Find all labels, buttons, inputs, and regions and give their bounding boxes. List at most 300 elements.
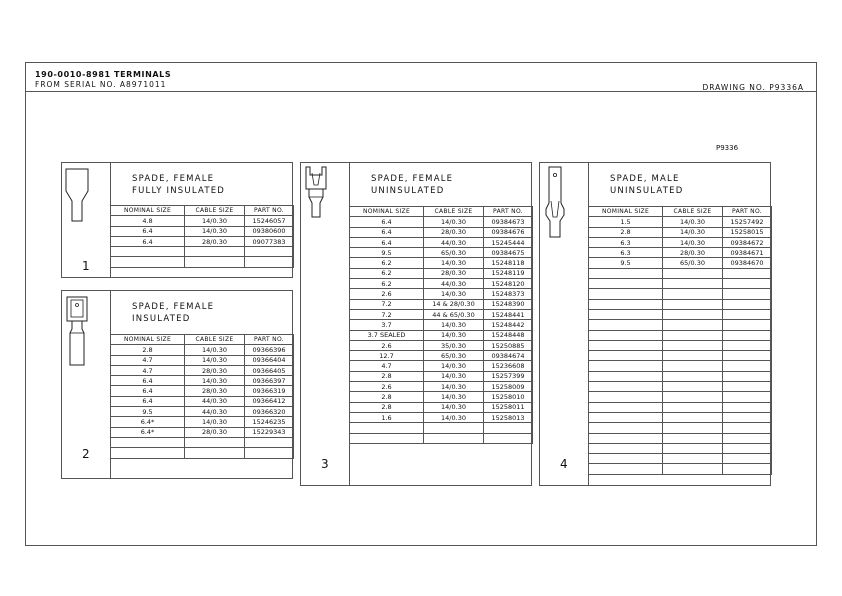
cable-size-cell: 28/0.30 bbox=[185, 365, 245, 375]
empty-cell bbox=[589, 392, 663, 402]
part-number-cell: 15229343 bbox=[245, 427, 294, 437]
nominal-size-cell: 9.5 bbox=[111, 407, 185, 417]
part-number-cell: 09380600 bbox=[245, 226, 294, 236]
table-row bbox=[350, 351, 533, 361]
empty-cell bbox=[663, 268, 723, 278]
part-number-cell: 09366396 bbox=[245, 345, 294, 355]
cable-size-cell: 28/0.30 bbox=[663, 248, 723, 258]
table-row bbox=[111, 365, 294, 375]
cable-size-cell: 14/0.30 bbox=[663, 237, 723, 247]
part-number-cell: 09384676 bbox=[484, 227, 533, 237]
column-header: CABLE SIZE bbox=[185, 206, 245, 216]
nominal-size-cell: 6.4 bbox=[350, 217, 424, 227]
part-number-cell: 09366404 bbox=[245, 355, 294, 365]
cable-size-cell: 14/0.30 bbox=[663, 227, 723, 237]
table-row bbox=[111, 427, 294, 437]
empty-cell bbox=[663, 371, 723, 381]
part-number-cell: 15258010 bbox=[484, 392, 533, 402]
empty-cell bbox=[723, 279, 772, 289]
empty-cell bbox=[424, 423, 484, 433]
table-row bbox=[350, 299, 533, 309]
empty-cell bbox=[723, 402, 772, 412]
table-row bbox=[350, 227, 533, 237]
header-divider bbox=[25, 91, 817, 92]
table-row bbox=[111, 376, 294, 386]
cable-size-cell: 14/0.30 bbox=[185, 355, 245, 365]
panel-spade-female-insulated bbox=[61, 290, 293, 479]
nominal-size-cell: 1.6 bbox=[350, 412, 424, 422]
empty-table-row bbox=[589, 382, 772, 392]
nominal-size-cell: 3.7 SEALED bbox=[350, 330, 424, 340]
empty-cell bbox=[185, 257, 245, 267]
empty-cell bbox=[589, 309, 663, 319]
panel-title bbox=[371, 173, 453, 197]
empty-table-row bbox=[589, 464, 772, 474]
cable-size-cell: 14/0.30 bbox=[424, 402, 484, 412]
table-row bbox=[350, 268, 533, 278]
empty-table-row bbox=[589, 412, 772, 422]
part-number-cell: 15250885 bbox=[484, 340, 533, 350]
column-header: NOMINAL SIZE bbox=[589, 207, 663, 217]
table-header-row bbox=[589, 207, 772, 217]
panel-spade-male-uninsulated bbox=[539, 162, 771, 486]
terminal-picture bbox=[301, 163, 350, 485]
empty-cell bbox=[723, 371, 772, 381]
table-row bbox=[111, 386, 294, 396]
empty-cell bbox=[723, 392, 772, 402]
table-row bbox=[350, 237, 533, 247]
empty-table-row bbox=[350, 423, 533, 433]
part-number-cell: 15246057 bbox=[245, 216, 294, 226]
part-number-cell: 15248448 bbox=[484, 330, 533, 340]
empty-cell bbox=[663, 289, 723, 299]
table-row bbox=[350, 258, 533, 268]
cable-size-cell: 14/0.30 bbox=[185, 345, 245, 355]
cable-size-cell: 44/0.30 bbox=[424, 279, 484, 289]
table-row bbox=[589, 217, 772, 227]
empty-cell bbox=[589, 433, 663, 443]
empty-cell bbox=[484, 433, 533, 443]
panel-title-line1: SPADE, FEMALE bbox=[371, 174, 454, 184]
part-number-cell: 09384675 bbox=[484, 248, 533, 258]
cable-size-cell: 14/0.30 bbox=[424, 330, 484, 340]
nominal-size-cell: 6.4 bbox=[111, 396, 185, 406]
empty-cell bbox=[350, 433, 424, 443]
panel-title-line2: FULLY INSULATED bbox=[132, 186, 226, 196]
cable-size-cell: 28/0.30 bbox=[424, 268, 484, 278]
table-row bbox=[350, 320, 533, 330]
empty-cell bbox=[185, 448, 245, 458]
part-number-cell: 15258013 bbox=[484, 412, 533, 422]
empty-cell bbox=[589, 340, 663, 350]
table-header-row bbox=[111, 206, 294, 216]
table-row bbox=[111, 396, 294, 406]
table-row bbox=[111, 355, 294, 365]
cable-size-cell: 44/0.30 bbox=[424, 237, 484, 247]
terminal-picture bbox=[62, 291, 111, 478]
cable-size-cell: 28/0.30 bbox=[424, 227, 484, 237]
column-header: PART NO. bbox=[245, 206, 294, 216]
column-header: CABLE SIZE bbox=[424, 207, 484, 217]
empty-cell bbox=[663, 299, 723, 309]
empty-cell bbox=[484, 423, 533, 433]
empty-table-row bbox=[589, 268, 772, 278]
parts-table bbox=[349, 206, 533, 444]
empty-cell bbox=[663, 361, 723, 371]
part-number-cell: 09366320 bbox=[245, 407, 294, 417]
empty-cell bbox=[589, 464, 663, 474]
empty-cell bbox=[723, 351, 772, 361]
panel-spade-female-uninsulated bbox=[300, 162, 532, 486]
panel-number: 2 bbox=[82, 447, 90, 461]
nominal-size-cell: 2.8 bbox=[350, 392, 424, 402]
cable-size-cell: 14 & 28/0.30 bbox=[424, 299, 484, 309]
cable-size-cell: 14/0.30 bbox=[424, 371, 484, 381]
table-row bbox=[111, 345, 294, 355]
empty-cell bbox=[723, 299, 772, 309]
empty-cell bbox=[111, 448, 185, 458]
part-number-cell: 09366412 bbox=[245, 396, 294, 406]
empty-cell bbox=[723, 361, 772, 371]
part-number-cell: 15257399 bbox=[484, 371, 533, 381]
panel-title bbox=[132, 301, 214, 325]
empty-table-row bbox=[111, 257, 294, 267]
nominal-size-cell: 6.2 bbox=[350, 258, 424, 268]
table-row bbox=[350, 392, 533, 402]
part-number-cell: 15236608 bbox=[484, 361, 533, 371]
empty-cell bbox=[723, 309, 772, 319]
cable-size-cell: 14/0.30 bbox=[424, 320, 484, 330]
panel-title-line2: UNINSULATED bbox=[371, 186, 445, 196]
part-number-cell: 09384670 bbox=[723, 258, 772, 268]
part-number-cell: 09366405 bbox=[245, 365, 294, 375]
panel-number: 1 bbox=[82, 259, 90, 273]
empty-cell bbox=[723, 340, 772, 350]
empty-cell bbox=[589, 382, 663, 392]
part-number-cell: 15248442 bbox=[484, 320, 533, 330]
empty-cell bbox=[723, 454, 772, 464]
nominal-size-cell: 2.8 bbox=[350, 371, 424, 381]
part-number-cell: 09384673 bbox=[484, 217, 533, 227]
empty-table-row bbox=[589, 299, 772, 309]
panel-title-line2: UNINSULATED bbox=[610, 186, 684, 196]
empty-cell bbox=[663, 443, 723, 453]
empty-table-row bbox=[589, 351, 772, 361]
nominal-size-cell: 6.2 bbox=[350, 279, 424, 289]
empty-cell bbox=[723, 423, 772, 433]
empty-cell bbox=[663, 402, 723, 412]
empty-cell bbox=[663, 340, 723, 350]
empty-cell bbox=[589, 268, 663, 278]
nominal-size-cell: 4.7 bbox=[111, 355, 185, 365]
nominal-size-cell: 4.7 bbox=[350, 361, 424, 371]
parts-table bbox=[110, 205, 294, 268]
empty-cell bbox=[723, 289, 772, 299]
cable-size-cell: 44/0.30 bbox=[185, 407, 245, 417]
empty-cell bbox=[245, 448, 294, 458]
part-number-cell: 09077383 bbox=[245, 236, 294, 246]
empty-cell bbox=[723, 433, 772, 443]
empty-cell bbox=[589, 289, 663, 299]
empty-cell bbox=[589, 320, 663, 330]
nominal-size-cell: 2.6 bbox=[350, 382, 424, 392]
empty-cell bbox=[185, 247, 245, 257]
empty-cell bbox=[663, 382, 723, 392]
drawing-number: DRAWING NO. P9336A bbox=[702, 83, 804, 92]
empty-cell bbox=[663, 412, 723, 422]
empty-table-row bbox=[589, 361, 772, 371]
nominal-size-cell: 6.3 bbox=[589, 248, 663, 258]
empty-cell bbox=[245, 437, 294, 447]
column-header: CABLE SIZE bbox=[185, 335, 245, 345]
part-number-cell: 15257492 bbox=[723, 217, 772, 227]
nominal-size-cell: 6.4 bbox=[111, 226, 185, 236]
nominal-size-cell: 6.4 bbox=[111, 386, 185, 396]
table-row bbox=[350, 217, 533, 227]
table-row bbox=[111, 226, 294, 236]
empty-table-row bbox=[589, 433, 772, 443]
empty-cell bbox=[723, 330, 772, 340]
table-row bbox=[111, 407, 294, 417]
nominal-size-cell: 2.8 bbox=[111, 345, 185, 355]
panel-number: 3 bbox=[321, 457, 329, 471]
nominal-size-cell: 2.6 bbox=[350, 289, 424, 299]
empty-table-row bbox=[589, 289, 772, 299]
empty-cell bbox=[111, 257, 185, 267]
column-header: NOMINAL SIZE bbox=[111, 206, 185, 216]
empty-cell bbox=[245, 247, 294, 257]
panel-title bbox=[610, 173, 683, 197]
table-row bbox=[350, 248, 533, 258]
table-row bbox=[111, 236, 294, 246]
cable-size-cell: 14/0.30 bbox=[424, 382, 484, 392]
empty-cell bbox=[663, 309, 723, 319]
panel-title bbox=[132, 173, 225, 197]
empty-cell bbox=[663, 423, 723, 433]
nominal-size-cell: 12.7 bbox=[350, 351, 424, 361]
column-header: NOMINAL SIZE bbox=[350, 207, 424, 217]
part-number-cell: 09384671 bbox=[723, 248, 772, 258]
cable-size-cell: 14/0.30 bbox=[663, 217, 723, 227]
empty-cell bbox=[723, 268, 772, 278]
table-row bbox=[350, 412, 533, 422]
cable-size-cell: 14/0.30 bbox=[185, 376, 245, 386]
part-number-cell: 09384674 bbox=[484, 351, 533, 361]
column-header: NOMINAL SIZE bbox=[111, 335, 185, 345]
empty-table-row bbox=[589, 330, 772, 340]
part-number-cell: 09366319 bbox=[245, 386, 294, 396]
terminal-picture bbox=[62, 163, 111, 277]
cable-size-cell: 44/0.30 bbox=[185, 396, 245, 406]
empty-table-row bbox=[589, 423, 772, 433]
empty-cell bbox=[723, 464, 772, 474]
nominal-size-cell: 7.2 bbox=[350, 309, 424, 319]
panel-title-line1: SPADE, FEMALE bbox=[132, 174, 215, 184]
empty-cell bbox=[589, 402, 663, 412]
nominal-size-cell: 6.4* bbox=[111, 417, 185, 427]
panel-number: 4 bbox=[560, 457, 568, 471]
nominal-size-cell: 6.4 bbox=[111, 236, 185, 246]
panel-title-line1: SPADE, FEMALE bbox=[132, 302, 215, 312]
nominal-size-cell: 9.5 bbox=[589, 258, 663, 268]
empty-cell bbox=[663, 320, 723, 330]
part-number-cell: 15246235 bbox=[245, 417, 294, 427]
table-row bbox=[350, 361, 533, 371]
empty-table-row bbox=[111, 448, 294, 458]
table-row bbox=[111, 216, 294, 226]
empty-cell bbox=[589, 351, 663, 361]
table-row bbox=[350, 330, 533, 340]
spade-male-uninsulated-icon bbox=[540, 163, 570, 243]
part-number-cell: 15248118 bbox=[484, 258, 533, 268]
cable-size-cell: 14/0.30 bbox=[185, 417, 245, 427]
empty-table-row bbox=[589, 371, 772, 381]
empty-table-row bbox=[111, 247, 294, 257]
empty-cell bbox=[663, 392, 723, 402]
nominal-size-cell: 6.4* bbox=[111, 427, 185, 437]
cable-size-cell: 65/0.30 bbox=[424, 351, 484, 361]
spade-female-uninsulated-icon bbox=[301, 163, 331, 223]
nominal-size-cell: 2.8 bbox=[589, 227, 663, 237]
cable-size-cell: 14/0.30 bbox=[424, 412, 484, 422]
table-header-row bbox=[350, 207, 533, 217]
cable-size-cell: 28/0.30 bbox=[185, 236, 245, 246]
empty-cell bbox=[424, 433, 484, 443]
cable-size-cell: 14/0.30 bbox=[424, 392, 484, 402]
empty-cell bbox=[350, 423, 424, 433]
empty-cell bbox=[723, 412, 772, 422]
terminal-picture bbox=[540, 163, 589, 485]
serial-text: FROM SERIAL NO. A8971011 bbox=[35, 80, 167, 89]
part-number-cell: 15258009 bbox=[484, 382, 533, 392]
empty-table-row bbox=[589, 279, 772, 289]
panel-title-line2: INSULATED bbox=[132, 314, 191, 324]
table-row bbox=[111, 417, 294, 427]
part-number-cell: 15248441 bbox=[484, 309, 533, 319]
table-row bbox=[589, 227, 772, 237]
cable-size-cell: 44 & 65/0.30 bbox=[424, 309, 484, 319]
spade-female-fully-insulated-icon bbox=[62, 163, 92, 223]
cable-size-cell: 28/0.30 bbox=[185, 386, 245, 396]
table-row bbox=[589, 248, 772, 258]
table-row bbox=[350, 289, 533, 299]
table-row bbox=[350, 279, 533, 289]
nominal-size-cell: 4.8 bbox=[111, 216, 185, 226]
empty-cell bbox=[589, 454, 663, 464]
empty-cell bbox=[589, 443, 663, 453]
nominal-size-cell: 3.7 bbox=[350, 320, 424, 330]
part-number-cell: 09384672 bbox=[723, 237, 772, 247]
empty-table-row bbox=[589, 340, 772, 350]
nominal-size-cell: 6.4 bbox=[350, 237, 424, 247]
empty-table-row bbox=[111, 437, 294, 447]
table-row bbox=[350, 382, 533, 392]
nominal-size-cell: 7.2 bbox=[350, 299, 424, 309]
empty-table-row bbox=[589, 454, 772, 464]
empty-cell bbox=[723, 382, 772, 392]
empty-cell bbox=[589, 330, 663, 340]
column-header: PART NO. bbox=[723, 207, 772, 217]
table-row bbox=[350, 309, 533, 319]
empty-cell bbox=[723, 320, 772, 330]
cable-size-cell: 14/0.30 bbox=[424, 289, 484, 299]
table-row bbox=[589, 237, 772, 247]
empty-table-row bbox=[589, 309, 772, 319]
cable-size-cell: 35/0.30 bbox=[424, 340, 484, 350]
empty-cell bbox=[663, 330, 723, 340]
empty-cell bbox=[589, 279, 663, 289]
part-number-cell: 15258011 bbox=[484, 402, 533, 412]
empty-cell bbox=[111, 437, 185, 447]
empty-cell bbox=[185, 437, 245, 447]
column-header: CABLE SIZE bbox=[663, 207, 723, 217]
cable-size-cell: 14/0.30 bbox=[424, 217, 484, 227]
nominal-size-cell: 9.5 bbox=[350, 248, 424, 258]
nominal-size-cell: 2.6 bbox=[350, 340, 424, 350]
cable-size-cell: 14/0.30 bbox=[424, 258, 484, 268]
empty-cell bbox=[111, 247, 185, 257]
part-number-cell: 15248119 bbox=[484, 268, 533, 278]
cable-size-cell: 28/0.30 bbox=[185, 427, 245, 437]
table-row bbox=[589, 258, 772, 268]
empty-table-row bbox=[589, 402, 772, 412]
empty-table-row bbox=[589, 443, 772, 453]
cable-size-cell: 14/0.30 bbox=[424, 361, 484, 371]
spade-female-insulated-icon bbox=[62, 291, 92, 371]
nominal-size-cell: 6.2 bbox=[350, 268, 424, 278]
part-number-cell: 15245444 bbox=[484, 237, 533, 247]
empty-cell bbox=[663, 351, 723, 361]
parts-table bbox=[588, 206, 772, 475]
page-title: 190-0010-8981 TERMINALS bbox=[35, 70, 172, 79]
empty-cell bbox=[589, 412, 663, 422]
nominal-size-cell: 4.7 bbox=[111, 365, 185, 375]
nominal-size-cell: 6.3 bbox=[589, 237, 663, 247]
part-number-cell: 15248390 bbox=[484, 299, 533, 309]
panel-spade-female-fully-insulated bbox=[61, 162, 293, 278]
empty-cell bbox=[663, 279, 723, 289]
nominal-size-cell: 6.4 bbox=[350, 227, 424, 237]
empty-cell bbox=[589, 423, 663, 433]
empty-cell bbox=[663, 433, 723, 443]
part-number-cell: 15248373 bbox=[484, 289, 533, 299]
cable-size-cell: 14/0.30 bbox=[185, 226, 245, 236]
empty-table-row bbox=[589, 392, 772, 402]
parts-table bbox=[110, 334, 294, 459]
nominal-size-cell: 2.8 bbox=[350, 402, 424, 412]
cable-size-cell: 65/0.30 bbox=[663, 258, 723, 268]
empty-cell bbox=[589, 361, 663, 371]
empty-cell bbox=[589, 371, 663, 381]
part-number-cell: 15258015 bbox=[723, 227, 772, 237]
nominal-size-cell: 6.4 bbox=[111, 376, 185, 386]
empty-table-row bbox=[589, 320, 772, 330]
empty-cell bbox=[245, 257, 294, 267]
table-row bbox=[350, 340, 533, 350]
empty-cell bbox=[723, 443, 772, 453]
cable-size-cell: 65/0.30 bbox=[424, 248, 484, 258]
empty-cell bbox=[663, 464, 723, 474]
table-header-row bbox=[111, 335, 294, 345]
reference-code: P9336 bbox=[716, 144, 739, 152]
column-header: PART NO. bbox=[245, 335, 294, 345]
nominal-size-cell: 1.5 bbox=[589, 217, 663, 227]
empty-table-row bbox=[350, 433, 533, 443]
table-row bbox=[350, 371, 533, 381]
panel-title-line1: SPADE, MALE bbox=[610, 174, 680, 184]
column-header: PART NO. bbox=[484, 207, 533, 217]
empty-cell bbox=[663, 454, 723, 464]
